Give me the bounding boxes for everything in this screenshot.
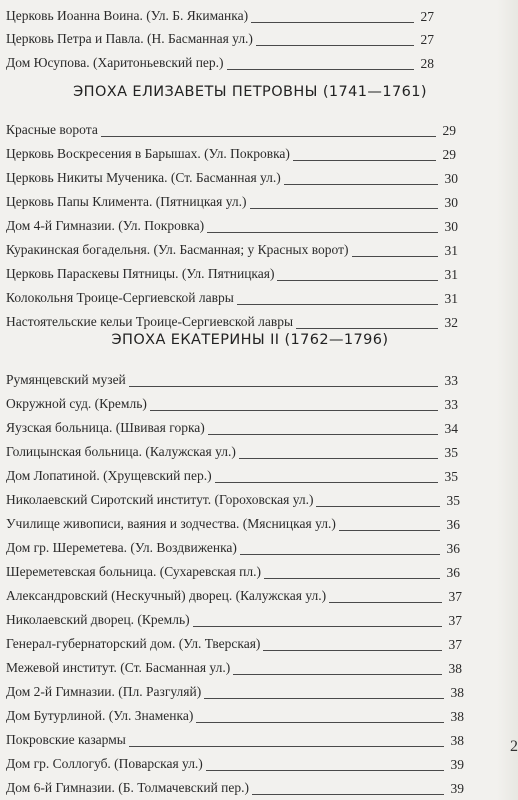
- toc-entry[interactable]: [6, 512, 460, 534]
- toc-entry[interactable]: [6, 416, 458, 438]
- entry-title: Александровский (Нескучный) дворец. (Калужская ул.): [6, 588, 327, 603]
- entry-title: Церковь Параскевы Пятницы. (Ул. Пятницкая): [6, 266, 275, 281]
- entry-title: Николаевский Сиротский институт. (Гороховская ул.): [6, 492, 314, 507]
- toc-entry[interactable]: [6, 118, 456, 140]
- entry-title: Церковь Иоанна Воина. (Ул. Б. Якиманка): [6, 8, 249, 23]
- leader-line: [207, 232, 438, 233]
- leader-line: [263, 650, 442, 651]
- leader-line: [196, 722, 444, 723]
- toc-entry[interactable]: [6, 286, 458, 308]
- toc-entry[interactable]: [6, 656, 462, 678]
- leader-line: [329, 602, 442, 603]
- leader-line: [316, 506, 440, 507]
- entry-title: Дом Лопатиной. (Хрущевский пер.): [6, 468, 212, 483]
- entry-page-number: 37: [448, 613, 462, 628]
- entry-title: Шереметевская больница. (Сухаревская пл.): [6, 564, 262, 579]
- leader-line: [352, 256, 438, 257]
- entry-title: Межевой институт. (Ст. Басманная ул.): [6, 660, 231, 675]
- toc-entry[interactable]: [6, 368, 458, 390]
- entry-title: Дом гр. Шереметева. (Ул. Воздвиженка): [6, 540, 237, 555]
- leader-line: [208, 434, 438, 435]
- entry-page-number: 38: [450, 709, 464, 724]
- entry-page-number: 35: [446, 493, 460, 508]
- entry-page-number: 33: [444, 397, 458, 412]
- entry-page-number: 37: [448, 637, 462, 652]
- entry-page-number: 35: [444, 469, 458, 484]
- entry-page-number: 39: [450, 757, 464, 772]
- leader-line: [215, 482, 438, 483]
- leader-line: [296, 328, 438, 329]
- toc-entry[interactable]: [6, 680, 464, 702]
- leader-line: [206, 770, 444, 771]
- page-number-fragment: 2: [510, 738, 518, 755]
- entry-title: Дом гр. Соллогуб. (Поварская ул.): [6, 756, 203, 771]
- leader-line: [264, 578, 440, 579]
- entry-title: Куракинская богадельня. (Ул. Басманная; у Красных ворот): [6, 242, 349, 257]
- leader-line: [250, 208, 438, 209]
- entry-title: Училище живописи, ваяния и зодчества. (Мясницкая ул.): [6, 516, 336, 531]
- entry-title: Настоятельские кельи Троице-Сергиевской лавры: [6, 314, 294, 329]
- entry-title: Николаевский дворец. (Кремль): [6, 612, 190, 627]
- entry-title: Дом 6-й Гимназии. (Б. Толмачевский пер.): [6, 780, 249, 795]
- entry-page-number: 30: [444, 219, 458, 234]
- entry-page-number: 31: [444, 267, 458, 282]
- leader-line: [251, 22, 414, 23]
- entry-page-number: 31: [444, 291, 458, 306]
- entry-page-number: 30: [444, 195, 458, 210]
- entry-page-number: 36: [446, 565, 460, 580]
- toc-entry[interactable]: [6, 704, 464, 726]
- entry-title: Дом Юсупова. (Харитоньевский пер.): [6, 55, 224, 70]
- leader-line: [256, 45, 414, 46]
- entry-page-number: 31: [444, 243, 458, 258]
- leader-line: [150, 410, 438, 411]
- entry-title: Генерал-губернаторский дом. (Ул. Тверская): [6, 636, 261, 651]
- entry-page-number: 38: [450, 733, 464, 748]
- entry-page-number: 32: [444, 315, 458, 330]
- leader-line: [233, 674, 442, 675]
- entry-page-number: 28: [420, 56, 434, 71]
- toc-entry[interactable]: [6, 776, 464, 798]
- toc-entry[interactable]: [6, 142, 456, 164]
- leader-line: [252, 794, 444, 795]
- entry-page-number: 39: [450, 781, 464, 796]
- entry-title: Церковь Петра и Павла. (Н. Басманная ул.): [6, 31, 253, 46]
- entry-title: Румянцевский музей: [6, 372, 126, 387]
- leader-line: [339, 530, 440, 531]
- entry-page-number: 38: [448, 661, 462, 676]
- toc-entry[interactable]: [6, 560, 460, 582]
- entry-title: Яузская больница. (Швивая горка): [6, 420, 205, 435]
- entry-title: Окружной суд. (Кремль): [6, 396, 147, 411]
- toc-entry[interactable]: [6, 464, 458, 486]
- leader-line: [239, 458, 438, 459]
- toc-entry[interactable]: [6, 488, 460, 510]
- entry-page-number: 36: [446, 517, 460, 532]
- toc-entry[interactable]: [6, 238, 458, 260]
- toc-entry[interactable]: [6, 392, 458, 414]
- leader-line: [227, 69, 414, 70]
- leader-line: [293, 160, 436, 161]
- leader-line: [237, 304, 438, 305]
- toc-entry[interactable]: [6, 584, 462, 606]
- entry-title: Колокольня Троице-Сергиевской лавры: [6, 290, 234, 305]
- entry-title: Церковь Никиты Мученика. (Ст. Басманная ул.): [6, 170, 281, 185]
- entry-page-number: 27: [420, 9, 434, 24]
- toc-entry[interactable]: [6, 728, 464, 750]
- toc-entry[interactable]: [6, 310, 458, 332]
- entry-title: Церковь Воскресения в Барышах. (Ул. Покровка): [6, 146, 290, 161]
- leader-line: [277, 280, 438, 281]
- toc-entry[interactable]: [6, 752, 464, 774]
- entry-title: Дом 4-й Гимназии. (Ул. Покровка): [6, 218, 205, 233]
- entry-page-number: 34: [444, 421, 458, 436]
- entry-page-number: 38: [450, 685, 464, 700]
- entry-title: Красные ворота: [6, 122, 98, 137]
- entry-page-number: 35: [444, 445, 458, 460]
- entry-page-number: 27: [420, 32, 434, 47]
- toc-entry[interactable]: [6, 632, 462, 654]
- toc-entry[interactable]: [6, 536, 460, 558]
- toc-entry[interactable]: [6, 440, 458, 462]
- leader-line: [129, 746, 444, 747]
- toc-entry[interactable]: [6, 190, 458, 212]
- toc-entry[interactable]: [6, 214, 458, 236]
- entry-page-number: 29: [442, 123, 456, 138]
- entry-title: Дом 2-й Гимназии. (Пл. Разгуляй): [6, 684, 202, 699]
- toc-entry[interactable]: [6, 166, 458, 188]
- section-heading: ЭПОХА ЕЛИЗАВЕТЫ ПЕТРОВНЫ (1741—1761): [73, 84, 427, 100]
- entry-title: Церковь Папы Климента. (Пятницкая ул.): [6, 194, 247, 209]
- leader-line: [284, 184, 438, 185]
- toc-entry[interactable]: [6, 4, 434, 26]
- leader-line: [240, 554, 440, 555]
- entry-title: Голицынская больница. (Калужская ул.): [6, 444, 236, 459]
- toc-entry[interactable]: [6, 262, 458, 284]
- entry-page-number: 37: [448, 589, 462, 604]
- leader-line: [129, 386, 438, 387]
- toc-entry[interactable]: [6, 608, 462, 630]
- section-heading: ЭПОХА ЕКАТЕРИНЫ II (1762—1796): [111, 332, 389, 348]
- leader-line: [101, 136, 436, 137]
- entry-page-number: 36: [446, 541, 460, 556]
- entry-page-number: 29: [442, 147, 456, 162]
- leader-line: [204, 698, 444, 699]
- leader-line: [193, 626, 442, 627]
- entry-title: Дом Бутурлиной. (Ул. Знаменка): [6, 708, 194, 723]
- page-edge: [497, 0, 518, 800]
- entry-title: Покровские казармы: [6, 732, 126, 747]
- entry-page-number: 30: [444, 171, 458, 186]
- toc-entry[interactable]: [6, 27, 434, 49]
- entry-page-number: 33: [444, 373, 458, 388]
- toc-entry[interactable]: [6, 51, 434, 73]
